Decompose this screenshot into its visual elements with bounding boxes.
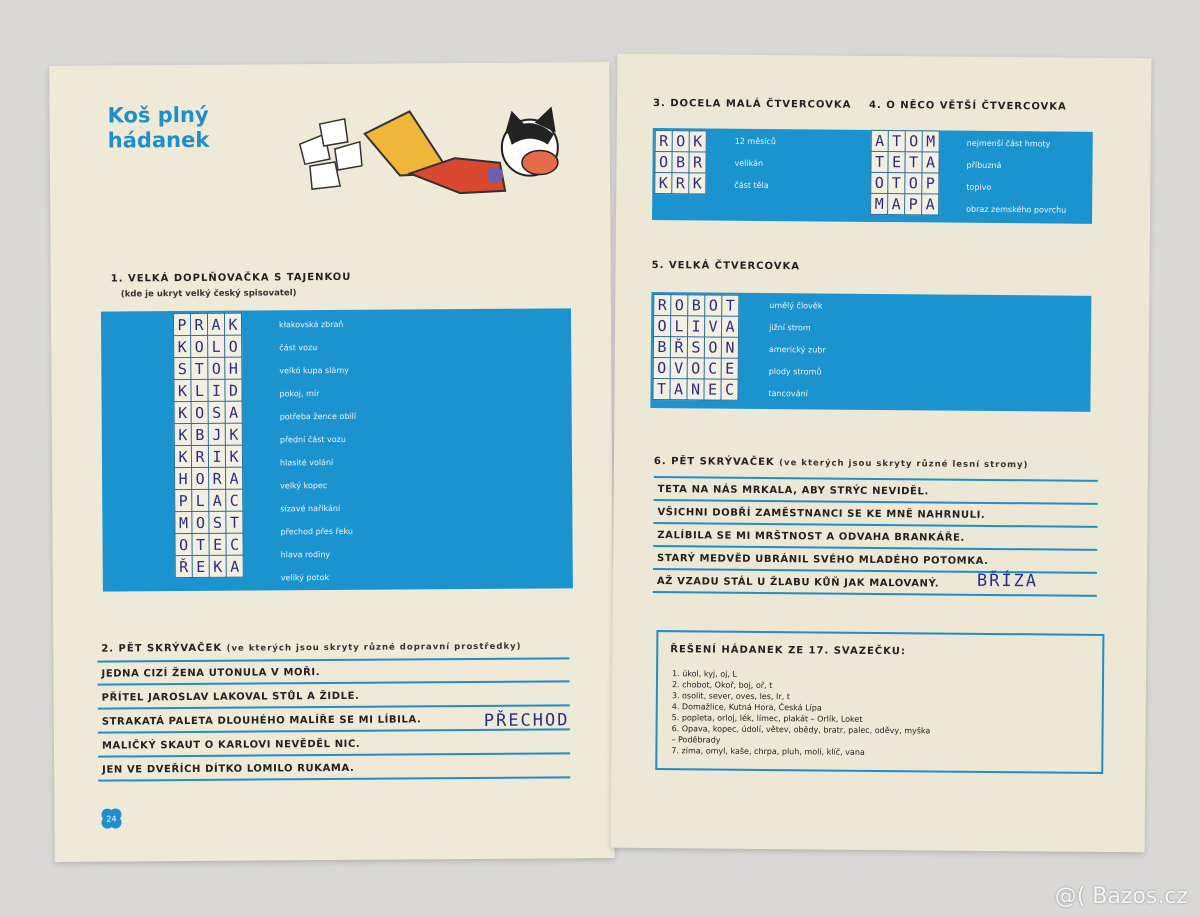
- clue-text: hlava rodiny: [280, 550, 331, 560]
- crossword-panel-1: [101, 308, 573, 591]
- grid-cell[interactable]: V: [670, 358, 687, 379]
- answer-rule: [98, 704, 570, 709]
- grid-cell[interactable]: M: [922, 131, 939, 152]
- solution-line: 3. osolit, sever, oves, les, Ir, t: [671, 691, 790, 702]
- solution-line: 4. Domažlice, Kutná Hora, Česká Lípa: [671, 702, 822, 713]
- grid-cell[interactable]: E: [192, 555, 209, 577]
- grid-cell[interactable]: H: [225, 357, 242, 379]
- grid-cell[interactable]: A: [670, 379, 687, 400]
- grid-cell[interactable]: M: [871, 193, 888, 214]
- solutions-list: [671, 668, 930, 758]
- clover-icon: [98, 805, 124, 831]
- page-number: 24: [106, 814, 117, 824]
- grid-cell[interactable]: O: [672, 131, 689, 152]
- grid-cell[interactable]: T: [226, 511, 243, 533]
- grid-cell[interactable]: P: [173, 313, 190, 335]
- right-page: [611, 54, 1152, 853]
- grid-cell[interactable]: K: [174, 335, 191, 357]
- grid-cell[interactable]: N: [687, 379, 704, 400]
- grid-cell[interactable]: K: [689, 173, 706, 194]
- page-title: [107, 103, 209, 154]
- grid-cell[interactable]: O: [905, 131, 922, 152]
- paper-scraps: [300, 119, 362, 189]
- title-line-1: Koš plný: [107, 102, 209, 128]
- grid-cell[interactable]: O: [705, 295, 722, 316]
- hidden-word-sentence: STARÝ MEDVĚD UBRÁNIL SVÉHO MLADÉHO POTOMKA.: [657, 553, 989, 567]
- grid-cell[interactable]: K: [689, 131, 706, 152]
- clue-text: topivo: [966, 182, 992, 192]
- grid-cell[interactable]: A: [225, 401, 242, 423]
- grid-row: [175, 533, 243, 555]
- grid-cell[interactable]: L: [208, 335, 225, 357]
- hidden-word-sentence: STRAKATÁ PALETA DLOUHÉHO MALÍŘE SE MI LÍBILA.: [101, 714, 422, 728]
- grid-cell[interactable]: O: [191, 401, 208, 423]
- crossword-grid-3: [654, 130, 707, 194]
- clue-text: velký kopec: [280, 481, 328, 491]
- solution-line: 7. zima, omyl, kaše, chrpa, pluh, moli, klíč, vana: [671, 746, 865, 757]
- cat-nose: [522, 150, 558, 174]
- clue-text: veliký potok: [280, 573, 330, 583]
- crossword-grid-4: [870, 130, 940, 216]
- grid-cell[interactable]: O: [225, 335, 242, 357]
- grid-cell[interactable]: N: [721, 337, 738, 358]
- answer-rule: [653, 522, 1097, 528]
- grid-cell[interactable]: O: [671, 295, 688, 316]
- clue-text: část vozu: [279, 343, 318, 353]
- clue-text: pokoj, mír: [279, 389, 320, 399]
- grid-cell[interactable]: K: [174, 379, 191, 401]
- answer-rule: [98, 776, 570, 781]
- grid-cell[interactable]: A: [226, 555, 243, 577]
- grid-cell[interactable]: R: [654, 295, 671, 316]
- grid-cell[interactable]: O: [871, 172, 888, 193]
- cat-illustration: [290, 102, 571, 214]
- grid-cell[interactable]: K: [174, 423, 191, 445]
- grid-row: [655, 131, 706, 152]
- grid-cell[interactable]: C: [704, 358, 721, 379]
- grid-row: [174, 379, 242, 401]
- handwritten-answer-2: PŘECHOD: [483, 710, 570, 731]
- grid-row: [175, 489, 243, 511]
- grid-cell[interactable]: S: [208, 401, 225, 423]
- grid-row: [174, 423, 242, 445]
- grid-cell[interactable]: A: [207, 313, 224, 335]
- solution-line: – Poděbrady: [671, 735, 721, 745]
- grid-row: [174, 335, 242, 357]
- grid-cell[interactable]: O: [653, 358, 670, 379]
- clue-text: přední část vozu: [279, 434, 346, 445]
- crossword-grid-1: [173, 313, 244, 578]
- grid-row: [653, 379, 738, 401]
- clue-text: hlasité volání: [279, 457, 334, 468]
- clue-text: velikán: [734, 158, 764, 168]
- solution-line: 2. chobot, Okoř, boj, oř, t: [671, 680, 773, 691]
- grid-cell[interactable]: S: [209, 511, 226, 533]
- handwritten-answer-6: BŘÍZA: [976, 570, 1039, 592]
- grid-cell[interactable]: R: [191, 445, 208, 467]
- answer-rule: [98, 680, 570, 685]
- clue-text: velkó kupa slámy: [279, 365, 349, 376]
- grid-cell[interactable]: O: [192, 467, 209, 489]
- solution-line: 1. úkol, kyj, oj, L: [672, 669, 737, 679]
- grid-cell[interactable]: O: [654, 316, 671, 337]
- grid-cell[interactable]: K: [225, 445, 242, 467]
- grid-cell[interactable]: B: [191, 423, 208, 445]
- crossword-grid-5: [652, 294, 739, 401]
- grid-row: [654, 316, 739, 338]
- grid-cell[interactable]: O: [191, 335, 208, 357]
- grid-cell[interactable]: K: [209, 555, 226, 577]
- grid-row: [174, 401, 242, 423]
- grid-row: [871, 172, 939, 194]
- grid-cell[interactable]: C: [226, 533, 243, 555]
- grid-cell[interactable]: C: [721, 379, 738, 400]
- grid-cell[interactable]: K: [225, 423, 242, 445]
- hidden-word-sentence: JEN VE DVEŘÍCH DÍTKO LOMILO RUKAMA.: [102, 762, 355, 776]
- solution-line: 5. popleta, orloj, lék, límec, plakát – Orlík, Loket: [671, 713, 863, 724]
- grid-row: [871, 193, 939, 215]
- section-1-subtitle: (kde je ukryt velký český spisovatel): [120, 288, 297, 300]
- hidden-word-sentence: TETA NA NÁS MRKALA, ABY STRÝC NEVIDĚL.: [657, 484, 929, 498]
- clue-text: tancování: [768, 389, 808, 399]
- grid-cell[interactable]: I: [208, 379, 225, 401]
- clue-text: přechod přes řeku: [280, 526, 353, 537]
- hidden-word-sentence: PŘÍTEL JAROSLAV LAKOVAL STŮL A ŽIDLE.: [101, 690, 360, 704]
- clue-text: jižní strom: [769, 323, 811, 333]
- clue-text: americký zubr: [768, 345, 826, 355]
- solutions-box: [655, 630, 1104, 774]
- grid-cell[interactable]: P: [905, 194, 922, 215]
- hidden-word-sentence: AŽ VZADU STÁL U ŽLABU KŮŇ JAK MALOVANÝ.: [656, 576, 940, 590]
- grid-cell[interactable]: O: [704, 337, 721, 358]
- answer-rule: [98, 752, 570, 757]
- grid-cell[interactable]: V: [705, 316, 722, 337]
- grid-cell[interactable]: T: [192, 533, 209, 555]
- grid-cell[interactable]: A: [871, 130, 888, 151]
- grid-cell[interactable]: P: [922, 173, 939, 194]
- grid-row: [653, 358, 738, 380]
- clue-text: příbuzná: [966, 160, 1002, 171]
- grid-cell[interactable]: T: [888, 131, 905, 152]
- grid-cell[interactable]: T: [888, 173, 905, 194]
- grid-cell[interactable]: K: [174, 401, 191, 423]
- grid-cell[interactable]: T: [905, 152, 922, 173]
- bow-tie: [487, 167, 503, 183]
- grid-cell[interactable]: A: [226, 467, 243, 489]
- clue-text: sízavé naříkání: [280, 503, 341, 514]
- grid-cell[interactable]: M: [175, 511, 192, 533]
- grid-cell[interactable]: L: [671, 316, 688, 337]
- grid-cell[interactable]: E: [704, 379, 721, 400]
- grid-cell[interactable]: K: [224, 313, 241, 335]
- grid-cell[interactable]: O: [208, 357, 225, 379]
- grid-cell[interactable]: P: [175, 489, 192, 511]
- grid-row: [174, 445, 242, 467]
- section-3-title: 3. DOCELA MALÁ ČTVERCOVKA: [652, 97, 852, 111]
- section-5-title: 5. VELKÁ ČTVERCOVKA: [651, 259, 801, 273]
- grid-cell[interactable]: R: [190, 313, 207, 335]
- grid-cell[interactable]: A: [922, 194, 939, 215]
- grid-cell[interactable]: I: [688, 316, 705, 337]
- grid-row: [175, 467, 243, 489]
- section-2-title: 2. PĚT SKRÝVAČEK (ve kterých jsou skryty různé dopravní prostředky): [101, 641, 522, 655]
- grid-cell[interactable]: L: [192, 489, 209, 511]
- grid-cell[interactable]: S: [174, 357, 191, 379]
- section-6-title: 6. PĚT SKRÝVAČEK (ve kterých jsou skryty různé lesní stromy): [653, 456, 1029, 471]
- grid-cell[interactable]: O: [905, 173, 922, 194]
- clue-text: část těla: [734, 180, 769, 191]
- hidden-word-sentence: ZALÍBILA SE MI MRŠTNOST A ODVAHA BRANKÁŘE.: [657, 530, 965, 544]
- left-page: [49, 62, 615, 862]
- answer-rule: [654, 499, 1098, 505]
- answer-rule: [653, 591, 1097, 597]
- title-line-2: hádanek: [107, 127, 210, 153]
- grid-cell[interactable]: I: [208, 445, 225, 467]
- grid-row: [174, 357, 242, 379]
- grid-cell[interactable]: C: [226, 489, 243, 511]
- grid-cell[interactable]: L: [191, 379, 208, 401]
- watermark: @( Bazos.cz: [1054, 884, 1188, 909]
- clue-text: kłakovská zbraň: [279, 319, 344, 330]
- grid-cell[interactable]: O: [175, 533, 192, 555]
- clue-text: umělý člověk: [769, 301, 823, 311]
- grid-row: [871, 130, 939, 152]
- solutions-title: ŘEŠENÍ HÁDANEK ZE 17. SVAZEČKU:: [670, 644, 906, 658]
- grid-cell[interactable]: Ř: [670, 337, 687, 358]
- grid-row: [871, 151, 939, 173]
- grid-cell[interactable]: R: [655, 131, 672, 152]
- clue-text: nejmenší část hmoty: [966, 138, 1051, 149]
- hidden-word-sentence: MALIČKÝ SKAUT O KARLOVI NEVĚDĚL NIC.: [101, 738, 361, 752]
- grid-cell[interactable]: J: [208, 423, 225, 445]
- grid-cell[interactable]: E: [721, 358, 738, 379]
- grid-row: [175, 511, 243, 533]
- grid-row: [175, 555, 243, 577]
- grid-cell[interactable]: O: [687, 358, 704, 379]
- grid-row: [653, 337, 738, 359]
- grid-cell[interactable]: S: [687, 337, 704, 358]
- clue-text: obraz zemského povrchu: [966, 204, 1067, 215]
- grid-cell[interactable]: R: [672, 173, 689, 194]
- grid-cell[interactable]: T: [722, 295, 739, 316]
- clue-text: potřeba žence obilí: [279, 411, 357, 422]
- grid-cell[interactable]: K: [174, 445, 191, 467]
- clue-text: 12 měsíců: [734, 136, 777, 147]
- answer-rule: [653, 545, 1097, 551]
- grid-cell[interactable]: T: [871, 151, 888, 172]
- grid-cell[interactable]: E: [209, 533, 226, 555]
- grid-cell[interactable]: T: [653, 379, 670, 400]
- grid-row: [655, 173, 706, 194]
- grid-row: [173, 313, 241, 335]
- answer-rule: [654, 476, 1098, 482]
- answer-rule: [97, 657, 569, 662]
- grid-cell[interactable]: R: [689, 152, 706, 173]
- grid-cell[interactable]: A: [209, 489, 226, 511]
- hidden-word-sentence: VŠICHNI DOBŘÍ ZAMĚSTNANCI SE KE MNĚ NAHRNULI.: [657, 507, 986, 521]
- grid-cell[interactable]: R: [209, 467, 226, 489]
- grid-cell[interactable]: H: [175, 467, 192, 489]
- solution-line: 6. Opava, kopec, údolí, větev, obědy, bratr, palec, oděvy, myška: [671, 724, 931, 736]
- grid-cell[interactable]: B: [672, 152, 689, 173]
- grid-cell[interactable]: D: [225, 379, 242, 401]
- section-4-title: 4. O NĚCO VĚTŠÍ ČTVERCOVKA: [868, 99, 1067, 113]
- grid-cell[interactable]: O: [192, 511, 209, 533]
- grid-row: [655, 152, 706, 173]
- grid-cell[interactable]: A: [922, 152, 939, 173]
- grid-cell[interactable]: Ř: [175, 555, 192, 577]
- grid-cell[interactable]: B: [688, 295, 705, 316]
- grid-cell[interactable]: A: [888, 194, 905, 215]
- grid-cell[interactable]: E: [888, 152, 905, 173]
- grid-row: [654, 295, 739, 317]
- clue-text: plody stromů: [768, 367, 822, 377]
- grid-cell[interactable]: T: [191, 357, 208, 379]
- grid-cell[interactable]: O: [655, 152, 672, 173]
- grid-cell[interactable]: A: [722, 316, 739, 337]
- grid-cell[interactable]: B: [653, 337, 670, 358]
- hidden-word-sentence: JEDNA CIZÍ ŽENA UTONULA V MOŘI.: [101, 667, 321, 680]
- grid-cell[interactable]: K: [655, 173, 672, 194]
- section-1-title: 1. VELKÁ DOPLŇOVAČKA S TAJENKOU: [110, 271, 352, 285]
